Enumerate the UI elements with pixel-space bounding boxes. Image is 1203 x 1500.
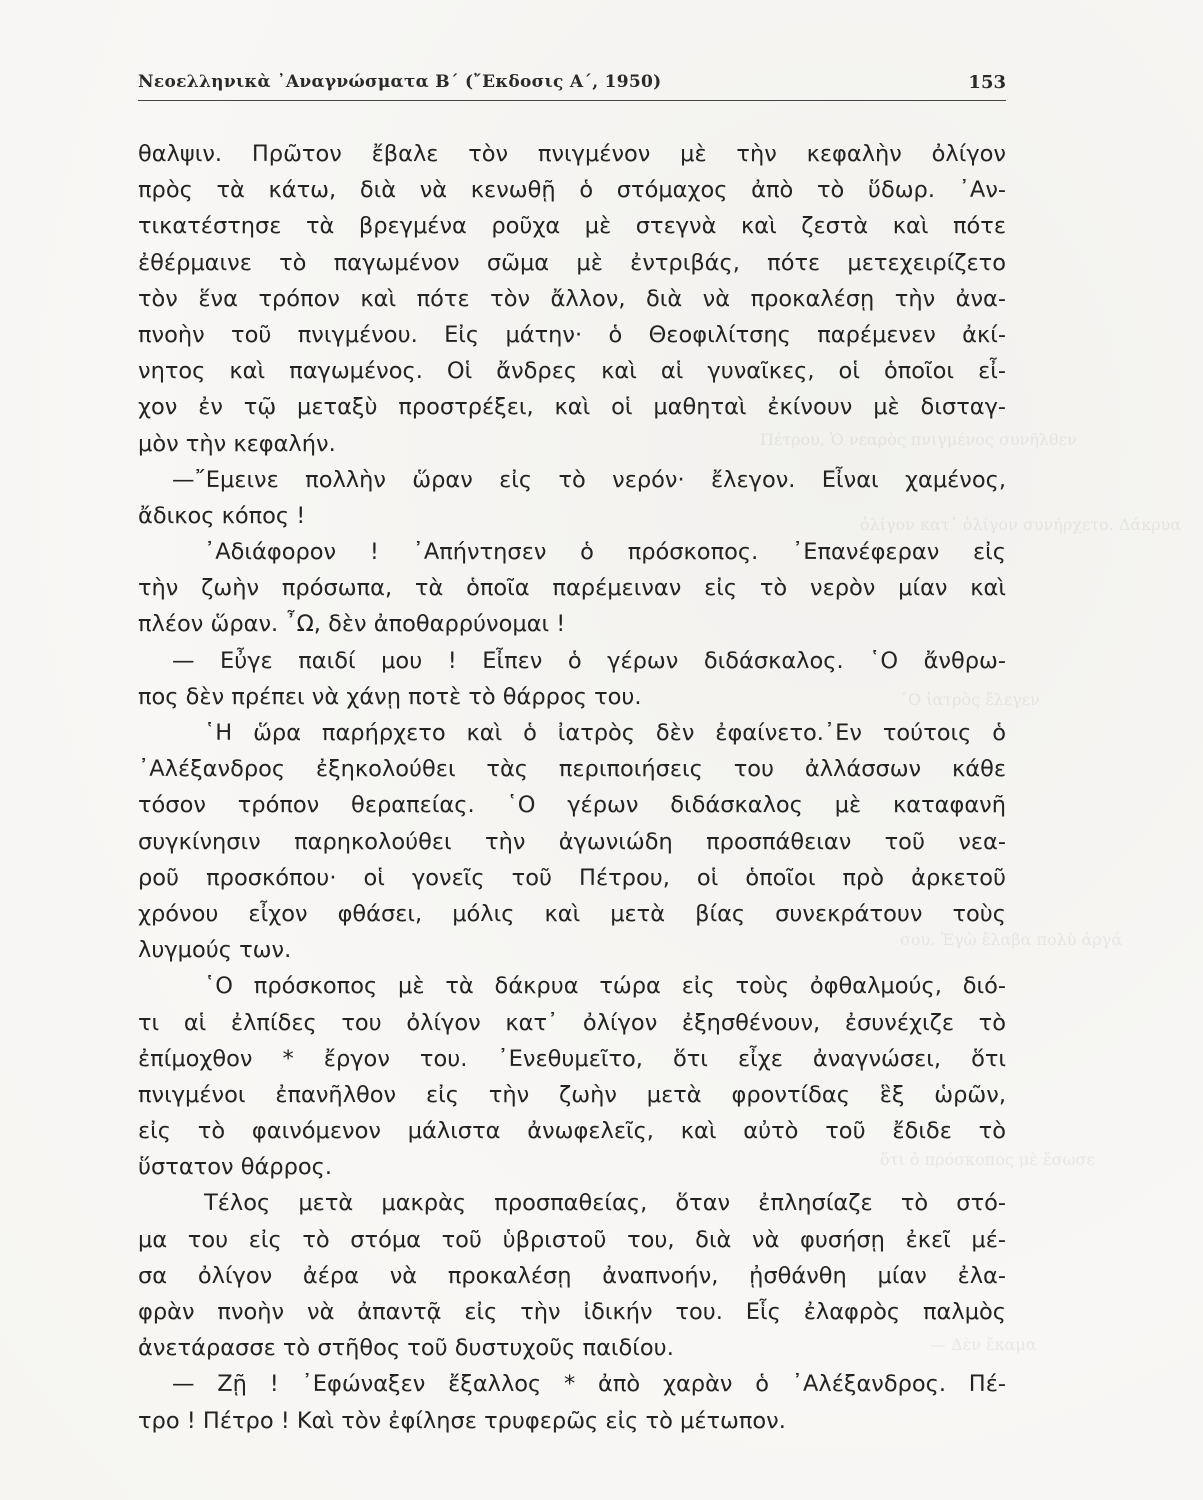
page-number: 153: [968, 72, 1006, 93]
text-line: ροῦ προσκόπου· οἱ γονεῖς τοῦ Πέτρου, οἱ ὁποῖοι πρὸ ἀρκετοῦ: [138, 864, 1006, 891]
text-line: ἐπίμοχθον * ἔργον του. ᾿Ενεθυμεῖτο, ὅτι εἶχε ἀναγνώσει, ὅτι: [138, 1045, 1006, 1072]
bleed-through-text: ῾Ο ἰατρὸς ἔλεγεν: [900, 690, 1040, 709]
text-line: τρο ! Πέτρο ! Καὶ τὸν ἐφίλησε τρυφερῶς εἰς τὸ μέτωπον.: [138, 1407, 786, 1434]
text-line: πνιγμένοι ἐπανῆλθον εἰς τὴν ζωὴν μετὰ φροντίδας ἓξ ὡρῶν,: [138, 1081, 1006, 1108]
text-line: φρὰν πνοὴν νὰ ἀπαντᾷ εἰς τὴν ἰδικήν του. Εἷς ἐλαφρὸς παλμὸς: [138, 1299, 1006, 1325]
text-line: θαλψιν. Πρῶτον ἔβαλε τὸν πνιγμένον μὲ τὴν κεφαλὴν ὀλίγον: [138, 141, 1006, 167]
text-line: Τέλος μετὰ μακρὰς προσπαθείας, ὅταν ἐπλησίαζε τὸ στό-: [204, 1190, 1006, 1217]
text-line: πος δὲν πρέπει νὰ χάνῃ ποτὲ τὸ θάρρος του.: [138, 683, 642, 710]
text-line: πρὸς τὰ κάτω, διὰ νὰ κενωθῇ ὁ στόμαχος ἀπὸ τὸ ὕδωρ. ᾿Αν-: [138, 177, 1006, 204]
text-line: συγκίνησιν παρηκολούθει τὴν ἀγωνιώδη προσπάθειαν τοῦ νεα-: [138, 828, 1006, 855]
text-line: ἐθέρμαινε τὸ παγωμένον σῶμα μὲ ἐντριβάς, πότε μετεχειρίζετο: [138, 249, 1006, 276]
text-line: —῎Εμεινε πολλὴν ὥραν εἰς τὸ νερόν· ἔλεγον. Εἶναι χαμένος,: [172, 466, 1006, 493]
text-line: μα του εἰς τὸ στόμα τοῦ ὑβριστοῦ του, διὰ νὰ φυσήσῃ ἐκεῖ μέ-: [138, 1226, 1006, 1253]
bleed-through-text: — Δὲν ἔκαμα: [930, 1335, 1037, 1354]
text-line: πλέον ὥραν. ῏Ω, δὲν ἀποθαρρύνομαι !: [138, 611, 566, 638]
text-line: εἰς τὸ φαινόμενον μάλιστα ἀνωφελεῖς, καὶ αὐτὸ τοῦ ἔδιδε τὸ: [138, 1118, 1006, 1145]
text-line: μὸν τὴν κεφαλήν.: [138, 430, 336, 457]
bleed-through-text: Πέτρου, Ὁ νεαρὸς πνιγμένος συνῆλθεν: [760, 430, 1077, 449]
text-line: χρόνου εἶχον φθάσει, μόλις καὶ μετὰ βίας συνεκράτουν τοὺς: [138, 900, 1006, 927]
bleed-through-text: σου. Ἐγὼ ἔλαβα πολὺ ἀργά: [900, 930, 1123, 949]
text-line: ἀνετάρασσε τὸ στῆθος τοῦ δυστυχοῦς παιδίου.: [138, 1335, 674, 1362]
body-text: [138, 136, 1006, 1439]
text-line: ῾Η ὥρα παρήρχετο καὶ ὁ ἰατρὸς δὲν ἐφαίνετο.᾿Εν τούτοις ὁ: [204, 720, 1006, 746]
text-line: ἄδικος κόπος !: [138, 502, 306, 529]
bleed-through-text: ὀλίγον κατ᾿ ὀλίγον συνήρχετο. Δάκρυα: [860, 515, 1182, 534]
text-line: ῾Ο πρόσκοπος μὲ τὰ δάκρυα τώρα εἰς τοὺς ὀφθαλμούς, διό-: [204, 973, 1006, 1000]
text-line: ὕστατον θάρρος.: [138, 1154, 332, 1181]
text-line: — Ζῇ ! ᾿Εφώναξεν ἔξαλλος * ἀπὸ χαρὰν ὁ ᾿Αλέξανδρος. Πέ-: [172, 1371, 1006, 1398]
text-line: χον ἐν τῷ μεταξὺ προστρέξει, καὶ οἱ μαθηταὶ ἐκίνουν μὲ δισταγ-: [138, 394, 1006, 421]
text-line: σα ὀλίγον ἀέρα νὰ προκαλέσῃ ἀναπνοήν, ᾐσθάνθη μίαν ἐλα-: [138, 1262, 1006, 1289]
running-head: Νεοελληνικὰ ᾿Αναγνώσματα Β΄ (῎Εκδοσις Α΄, 1950): [138, 72, 662, 92]
bleed-through-text: ὅτι ὁ πρόσκοπος μὲ ἔσωσε: [880, 1150, 1095, 1169]
text-line: λυγμούς των.: [138, 937, 292, 964]
text-line: τόσον τρόπον θεραπείας. ῾Ο γέρων διδάσκαλος μὲ καταφανῆ: [138, 792, 1006, 819]
page-header: [138, 70, 1006, 101]
text-line: τὸν ἕνα τρόπον καὶ πότε τὸν ἄλλον, διὰ νὰ προκαλέσῃ τὴν ἀνα-: [138, 285, 1006, 312]
text-line: τικατέστησε τὰ βρεγμένα ροῦχα μὲ στεγνὰ καὶ ζεστὰ καὶ πότε: [138, 213, 1006, 240]
text-line: τι αἱ ἐλπίδες του ὀλίγον κατ᾿ ὀλίγον ἐξησθένουν, ἐσυνέχιζε τὸ: [138, 1009, 1006, 1036]
text-line: — Εὖγε παιδί μου ! Εἶπεν ὁ γέρων διδάσκαλος. ῾Ο ἄνθρω-: [172, 647, 1006, 674]
text-line: ᾿Αδιάφορον ! ᾿Απήντησεν ὁ πρόσκοπος. ᾿Επανέφεραν εἰς: [204, 539, 1006, 566]
text-line: νητος καὶ παγωμένος. Οἱ ἄνδρες καὶ αἱ γυναῖκες, οἱ ὁποῖοι εἶ-: [138, 358, 1006, 385]
text-line: ᾿Αλέξανδρος ἐξηκολούθει τὰς περιποιήσεις του ἀλλάσσων κάθε: [138, 756, 1006, 783]
text-line: πνοὴν τοῦ πνιγμένου. Εἰς μάτην· ὁ Θεοφιλίτσης παρέμενεν ἀκί-: [138, 321, 1006, 348]
text-line: τὴν ζωὴν πρόσωπα, τὰ ὁποῖα παρέμειναν εἰς τὸ νερὸν μίαν καὶ: [138, 575, 1006, 602]
